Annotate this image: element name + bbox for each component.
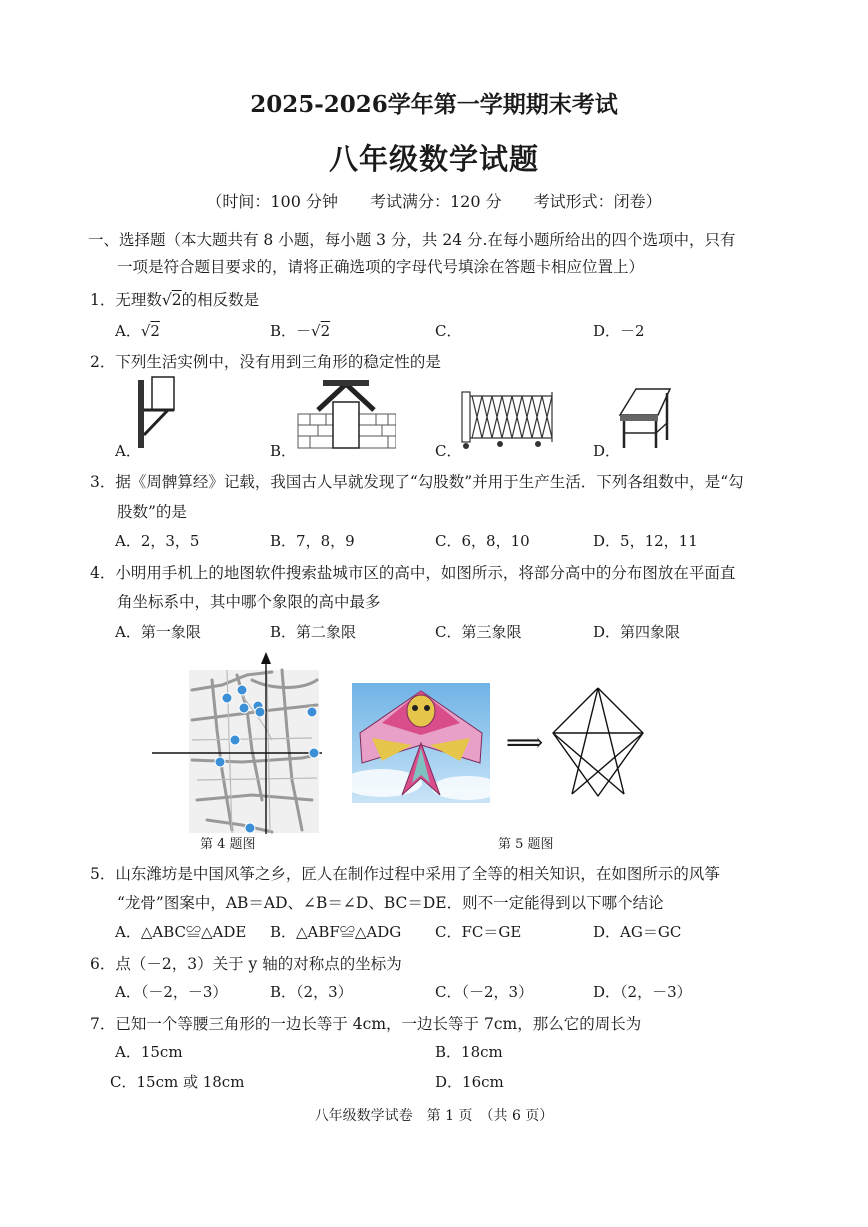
q6-option-d: D．（2，－3） xyxy=(593,983,692,1001)
q7-stem: 7．已知一个等腰三角形的一边长等于 4cm，一边长等于 7cm，那么它的周长为 xyxy=(90,1015,642,1033)
q2-option-a: A． xyxy=(115,442,141,460)
q2-option-c: C． xyxy=(435,442,462,460)
q4-option-a: A．第一象限 xyxy=(115,623,201,641)
q6-stem: 6．点（－2，3）关于 y 轴的对称点的坐标为 xyxy=(90,955,402,973)
q5-figure-caption: 第 5 题图 xyxy=(498,837,554,852)
q5-kite-photo xyxy=(352,683,490,803)
section-intro-line2: 一项是符合题目要求的，请将正确选项的字母代号填涂在答题卡相应位置上） xyxy=(117,258,645,276)
q5-kite-diagram xyxy=(550,686,646,798)
q5-option-b: B．△ABF≌△ADG xyxy=(270,923,402,941)
q4-map-figure xyxy=(152,650,324,835)
q5-stem-line1: 5．山东潍坊是中国风筝之乡，匠人在制作过程中采用了全等的相关知识，在如图所示的风筝 xyxy=(90,865,720,883)
q1-option-c: C． xyxy=(435,322,462,340)
section-intro-line1: 一、选择题（本大题共有 8 小题，每小题 3 分，共 24 分.在每小题所给出的四个选项中，只有 xyxy=(88,231,736,249)
q2-option-d: D． xyxy=(593,442,621,460)
q1-sqrt: √2 xyxy=(161,291,182,309)
q5-option-d: D．AG＝GC xyxy=(593,923,682,941)
q4-figure-caption: 第 4 题图 xyxy=(200,837,256,852)
q1-text-b: 的相反数是 xyxy=(181,291,260,309)
q1-option-a: A．√2 xyxy=(115,322,160,340)
q3-stem-line2: 股数”的是 xyxy=(117,503,187,521)
q6-option-b: B．（2，3） xyxy=(270,983,353,1001)
q7-option-a: A．15cm xyxy=(115,1043,183,1061)
q7-option-d: D．16cm xyxy=(435,1073,504,1091)
q2-option-b: B． xyxy=(270,442,297,460)
q4-option-d: D．第四象限 xyxy=(593,623,681,641)
q5-stem-line2: “龙骨”图案中，AB＝AD、∠B＝∠D、BC＝DE．则不一定能得到以下哪个结论 xyxy=(117,894,664,912)
q6-option-c: C．（－2，3） xyxy=(435,983,534,1001)
q1-stem xyxy=(90,288,259,310)
q5-option-c: C．FC＝GE xyxy=(435,923,522,941)
q4-stem-line2: 角坐标系中，其中哪个象限的高中最多 xyxy=(117,593,381,611)
q3-option-a: A．2，3，5 xyxy=(115,532,200,550)
q5-option-a: A．△ABC≌△ADE xyxy=(115,923,247,941)
q3-stem-line1: 3．据《周髀算经》记载，我国古人早就发现了“勾股数”并用于生产生活．下列各组数中，是“勾 xyxy=(90,473,744,491)
q1-option-b: B．－√2 xyxy=(270,322,331,340)
q4-stem-line1: 4．小明用手机上的地图软件搜索盐城市区的高中，如图所示，将部分高中的分布图放在平面直 xyxy=(90,564,736,582)
q3-option-b: B．7，8，9 xyxy=(270,532,355,550)
q1-option-d: D．－2 xyxy=(593,322,645,340)
q1-text-a: 1．无理数 xyxy=(90,291,162,309)
q3-option-c: C．6，8，10 xyxy=(435,532,530,550)
q2-stem: 2．下列生活实例中，没有用到三角形的稳定性的是 xyxy=(90,353,441,371)
q7-option-c: C．15cm 或 18cm xyxy=(110,1073,245,1091)
q2-figure-c-gate xyxy=(460,388,555,450)
q4-option-c: C．第三象限 xyxy=(435,623,522,641)
q7-option-b: B．18cm xyxy=(435,1043,503,1061)
page-footer: 八年级数学试卷 第 1 页 （共 6 页） xyxy=(314,1108,554,1124)
q2-figure-b-roof xyxy=(296,380,396,450)
q6-option-a: A．（－2，－3） xyxy=(115,983,228,1001)
q2-figure-d-table xyxy=(618,385,673,450)
q4-option-b: B．第二象限 xyxy=(270,623,357,641)
exam-info: （时间：100 分钟 考试满分：120 分 考试形式：闭卷） xyxy=(206,192,662,211)
q2-figure-a-bracket xyxy=(130,375,180,450)
exam-title: 2025-2026学年第一学期期末考试 xyxy=(250,91,618,118)
exam-subtitle: 八年级数学试题 xyxy=(328,142,539,176)
q3-option-d: D．5，12，11 xyxy=(593,532,698,550)
transform-arrow-icon: ⟹ xyxy=(506,728,544,758)
